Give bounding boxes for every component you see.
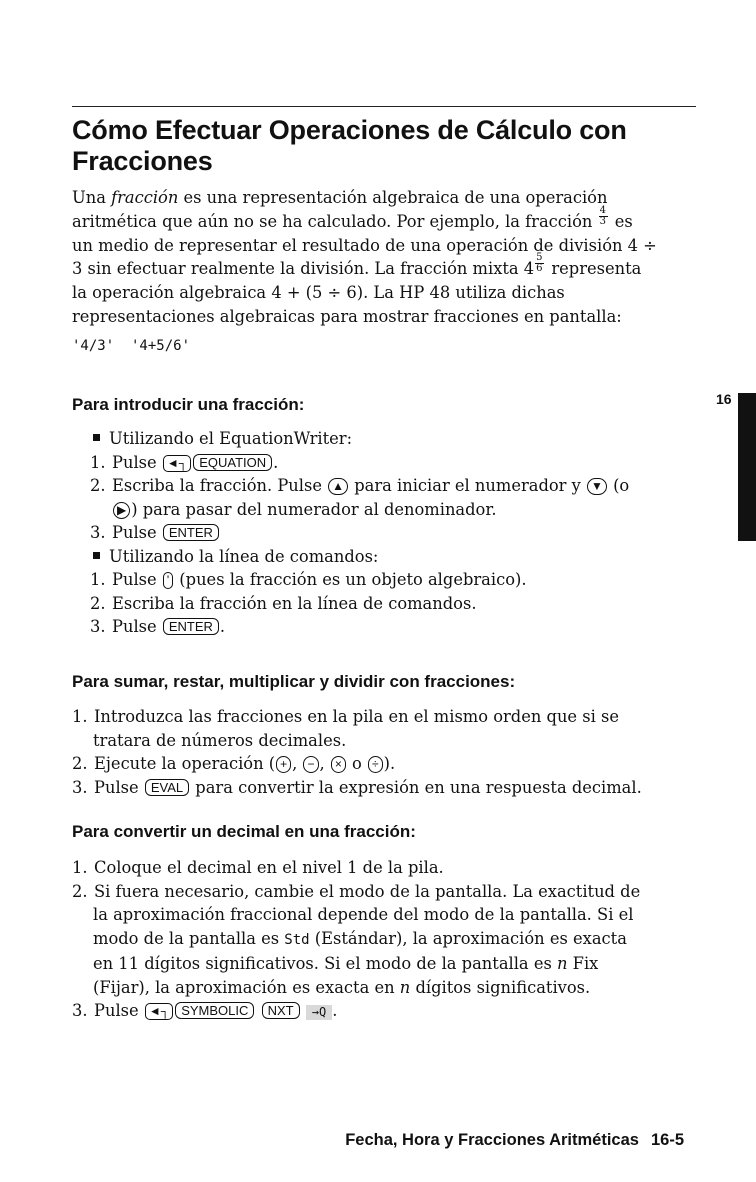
title-line: Cómo Efectuar Operaciones de Cálculo con: [72, 115, 627, 145]
text: Coloque el decimal en el nivel 1 de la pila.: [94, 858, 444, 877]
step-number: 3.: [72, 777, 88, 797]
list-item: 3. Pulse ENTER .: [72, 615, 712, 639]
left-shift-key[interactable]: ◄┐: [145, 1003, 173, 1020]
step-number: 2.: [72, 754, 88, 773]
text: (Estándar), la aproximación es exacta: [309, 928, 627, 948]
text: aritmética que aún no se ha calculado. Por ejemplo, la fracción: [72, 211, 598, 231]
tick-key[interactable]: ': [163, 572, 173, 589]
to-q-menu-key[interactable]: →Q: [306, 1005, 332, 1020]
minus-key[interactable]: −: [303, 756, 318, 773]
page-footer: [345, 1131, 684, 1150]
list-item: 2. Ejecute la operación ( + , − , × o ÷ ).: [72, 752, 712, 776]
intro-line-3: un medio de representar el resultado de una operación de división 4 ÷: [72, 235, 657, 255]
text: 3 sin efectuar realmente la división. La fracción mixta 4: [72, 259, 535, 279]
list-item: [72, 474, 712, 498]
list-item: [72, 776, 712, 800]
text: es: [609, 211, 633, 231]
title-line: Fracciones: [72, 146, 213, 176]
intro-line-1: [72, 186, 682, 210]
step-number: 3.: [90, 523, 106, 542]
text: para convertir la expresión en una respuesta decimal.: [190, 777, 642, 797]
denominator: 3: [599, 215, 606, 227]
intro-paragraph: [72, 186, 682, 359]
text: es una representación algebraica de una operación: [178, 188, 608, 207]
intro-line-5: la operación algebraica 4 + (5 ÷ 6). La HP 48 utiliza dichas: [72, 283, 565, 303]
text: Escriba la fracción en la línea de comandos.: [112, 593, 477, 613]
intro-line-6: representaciones algebraicas para mostrar fracciones en pantalla:: [72, 306, 622, 326]
text: para iniciar el numerador y: [349, 476, 587, 495]
text: Pulse: [94, 1001, 144, 1020]
symbolic-key[interactable]: SYMBOLIC: [175, 1002, 254, 1019]
down-arrow-key[interactable]: ▼: [587, 478, 607, 495]
text: o: [346, 754, 368, 773]
text: Pulse: [94, 777, 144, 797]
intro-line-4: [72, 252, 682, 281]
step-number: 1.: [72, 858, 88, 877]
section3-list: [72, 856, 712, 1023]
top-rule: [72, 106, 696, 107]
list-item: [72, 880, 712, 904]
variable-n: n: [556, 954, 568, 973]
text: Utilizando el EquationWriter:: [109, 429, 353, 448]
list-item-continuation: la aproximación fraccional depende del modo de la pantalla. Si el: [93, 905, 634, 924]
left-shift-key[interactable]: ◄┐: [163, 455, 191, 472]
list-item-continuation: [72, 927, 712, 953]
text: Ejecute la operación (: [94, 754, 276, 773]
text: (pues la fracción es un objeto algebraico).: [174, 570, 527, 589]
list-item: [72, 521, 712, 545]
nxt-key[interactable]: NXT: [262, 1002, 300, 1019]
plus-key[interactable]: +: [276, 756, 291, 773]
step-number: 1.: [90, 570, 106, 589]
emphasis-fraccion: fracción: [111, 188, 179, 207]
enter-key[interactable]: ENTER: [163, 618, 219, 635]
variable-n: n: [399, 977, 411, 997]
step-number: 2.: [90, 476, 106, 495]
list-item-continuation: tratara de números decimales.: [93, 730, 347, 750]
text: ) para pasar del numerador al denominador.: [131, 499, 497, 519]
fraction-5-6: [534, 252, 546, 275]
enter-key[interactable]: ENTER: [163, 524, 219, 541]
list-item: 1. Pulse ◄┐ EQUATION .: [72, 451, 712, 475]
section-heading-introducir: Para introducir una fracción:: [72, 395, 305, 414]
numerator: 5: [536, 252, 543, 264]
step-number: 3.: [72, 1001, 88, 1020]
text: Pulse: [112, 570, 162, 589]
page-title: [72, 115, 692, 177]
text: dígitos significativos.: [410, 977, 591, 997]
list-item: [72, 999, 712, 1023]
eval-key[interactable]: EVAL: [145, 779, 189, 796]
text: .: [332, 1001, 338, 1020]
footer-chapter-title: Fecha, Hora y Fracciones Aritméticas: [345, 1131, 639, 1149]
step-number: 2.: [90, 593, 106, 613]
section-heading-operaciones: Para sumar, restar, multiplicar y dividir con fracciones:: [72, 672, 516, 691]
text: Pulse: [112, 617, 162, 636]
text: ).: [383, 754, 396, 773]
times-key[interactable]: ×: [331, 756, 346, 773]
text: (o: [607, 476, 630, 495]
text: en 11 dígitos significativos. Si el modo de la pantalla es: [93, 954, 557, 973]
section-heading-convertir: Para convertir un decimal en una fracción:: [72, 822, 416, 841]
page-number: 16-5: [650, 1131, 684, 1149]
text: representa: [546, 259, 642, 279]
list-item: [72, 427, 712, 451]
denominator: 6: [536, 263, 543, 275]
step-number: 3.: [90, 617, 106, 636]
fraction-examples: '4/3' '4+5/6': [72, 337, 191, 354]
up-arrow-key[interactable]: ▲: [328, 478, 348, 495]
chapter-tab-marker: [738, 393, 756, 541]
text: Si fuera necesario, cambie el modo de la pantalla. La exactitud de: [94, 881, 641, 901]
text: Escriba la fracción. Pulse: [112, 476, 328, 495]
bullet-icon: [93, 552, 100, 559]
section1-list: [72, 427, 712, 639]
divide-key[interactable]: ÷: [368, 756, 383, 773]
text: Pulse: [112, 452, 162, 472]
text: modo de la pantalla es: [93, 928, 285, 948]
numerator: 4: [599, 204, 606, 216]
std-mode-text: Std: [284, 931, 310, 948]
list-item: [72, 705, 712, 729]
step-number: 1.: [90, 452, 106, 472]
list-item: [72, 592, 712, 616]
list-item: [72, 545, 712, 569]
text: Una: [72, 188, 112, 207]
step-number: 2.: [72, 881, 88, 901]
right-arrow-key[interactable]: ▶: [113, 502, 130, 519]
text: Pulse: [112, 523, 162, 542]
list-item-continuation: [72, 976, 712, 1000]
intro-line-2: [72, 204, 682, 234]
list-item: [72, 856, 712, 880]
text: Introduzca las fracciones en la pila en el mismo orden que si se: [94, 707, 619, 726]
text: Utilizando la línea de comandos:: [109, 546, 379, 566]
chapter-tab-number: 16: [716, 391, 732, 407]
section2-list: [72, 705, 712, 799]
equation-key[interactable]: EQUATION: [193, 454, 272, 471]
text: Fix: [567, 954, 599, 973]
list-item-continuation: [72, 952, 712, 976]
list-item: [72, 568, 712, 592]
step-number: 1.: [72, 707, 88, 726]
bullet-icon: [93, 434, 100, 441]
list-item-continuation: [72, 498, 712, 522]
fraction-4-3: [598, 204, 610, 227]
text: (Fijar), la aproximación es exacta en: [93, 977, 400, 997]
